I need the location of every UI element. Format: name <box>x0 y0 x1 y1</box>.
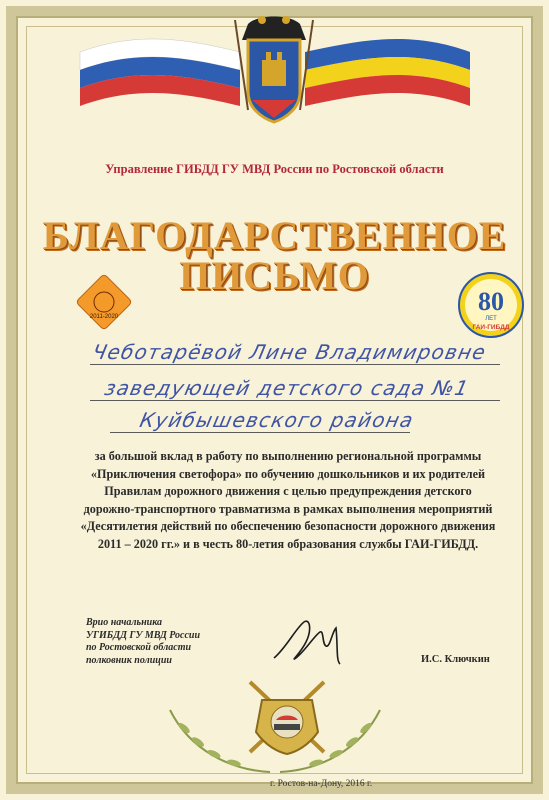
badge-number: 80 <box>478 287 504 316</box>
recipient-district: Куйбышевского района <box>137 408 417 432</box>
title-line-2: ПИСЬМО <box>179 253 370 298</box>
signatory-line-1: Врио начальника <box>86 617 163 628</box>
signatory-line-4: полковник полиции <box>86 654 172 666</box>
flags-coat-of-arms <box>0 0 549 130</box>
gai-gibdd-emblem-icon <box>232 660 342 770</box>
svg-text:2011-2020: 2011-2020 <box>89 314 119 320</box>
rostov-flag <box>305 39 470 106</box>
underline-3 <box>110 432 410 433</box>
badge-years: ЛЕТ <box>485 316 497 322</box>
russian-flag <box>80 39 240 106</box>
underline-1 <box>90 364 500 365</box>
decade-of-action-badge-icon <box>72 270 136 334</box>
title-line-1: БЛАГОДАРСТВЕННОЕ <box>42 213 507 258</box>
signatory-title <box>86 617 236 667</box>
signatory-line-3: по Ростовской области <box>86 642 192 653</box>
gratitude-text: за большой вклад в работу по выполнению региональной программы «Приключения светофора» по обучению дошкольников и их родителей Правилам дорожного движения с целью предупреждения детского дорожно-транспортного травматизма в рамках выполнения мероприятий «Десятилетия действий по обеспечению безопасности дорожного движения 2011 – 2020 гг.» и в честь 80-летия образования службы ГАИ-ГИБДД. <box>80 449 496 551</box>
footer-city-date: г. Ростов-на-Дону, 2016 г. <box>270 779 373 789</box>
signatory-line-2: УГИБДД ГУ МВД России <box>86 629 201 641</box>
coat-of-arms-icon <box>235 16 313 122</box>
anniversary-80-badge-icon <box>456 270 526 340</box>
underline-2 <box>90 400 500 401</box>
recipient-name: Чеботарёвой Лине Владимировне <box>90 340 489 364</box>
organization-heading: Управление ГИБДД ГУ МВД России по Ростовской области <box>105 162 444 176</box>
recipient-position: заведующей детского сада №1 <box>102 376 472 400</box>
signatory-name: И.С. Ключкин <box>421 654 490 665</box>
badge-caption: ГАИ-ГИБДД <box>472 324 510 331</box>
